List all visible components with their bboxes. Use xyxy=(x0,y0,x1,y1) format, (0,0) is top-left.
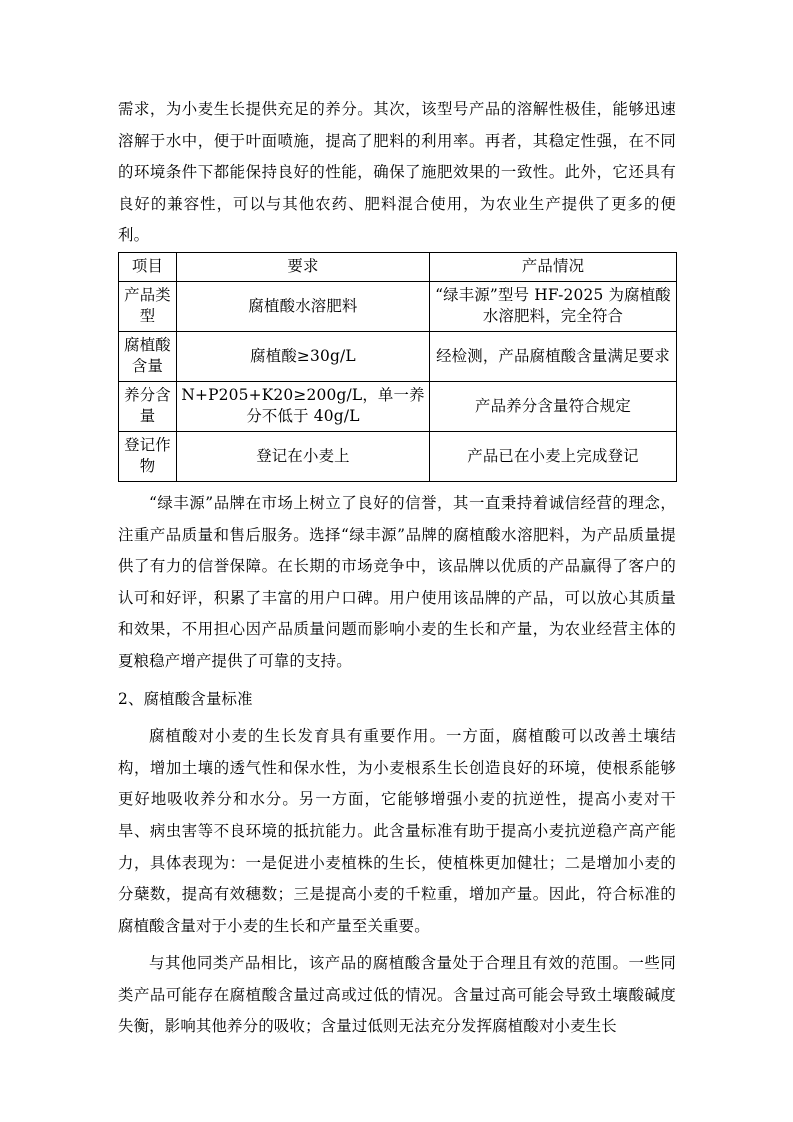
document-page xyxy=(118,94,676,1043)
header-item: 项目 xyxy=(119,252,177,281)
cell-status: 产品养分含量符合规定 xyxy=(430,381,677,431)
brand-paragraph: “绿丰源”品牌在市场上树立了良好的信誉，其一直秉持着诚信经营的理念，注重产品质量和售后服务。选择“绿丰源”品牌的腐植酸水溶肥料，为产品质量提供了有力的信誉保障。在长期的市场竞争中，该品牌以优质的产品赢得了客户的认可和好评，积累了丰富的用户口碑。用户使用该品牌的产品，可以放心其质量和效果，不用担心因产品质量问题而影响小麦的生长和产量，为农业经营主体的夏粮稳产增产提供了可靠的支持。 xyxy=(118,493,676,670)
cell-item: 登记作物 xyxy=(119,431,177,481)
table-row xyxy=(119,331,677,381)
cell-status: 经检测，产品腐植酸含量满足要求 xyxy=(430,331,677,381)
header-requirement: 要求 xyxy=(177,252,430,281)
cell-requirement: N+P205+K20≥200g/L，单一养分不低于 40g/L xyxy=(177,381,430,431)
table-row xyxy=(119,281,677,331)
table-header-row xyxy=(119,252,677,281)
cell-status: “绿丰源”型号 HF-2025 为腐植酸水溶肥料，完全符合 xyxy=(430,281,677,331)
header-status: 产品情况 xyxy=(430,252,677,281)
table-row xyxy=(119,381,677,431)
section-heading: 2、腐植酸含量标准 xyxy=(118,689,253,708)
spec-table xyxy=(118,252,677,482)
cell-requirement: 腐植酸水溶肥料 xyxy=(177,281,430,331)
cell-item: 腐植酸含量 xyxy=(119,331,177,381)
comparison-paragraph: 与其他同类产品相比，该产品的腐植酸含量处于合理且有效的范围。一些同类产品可能存在腐植酸含量过高或过低的情况。含量过高可能会导致土壤酸碱度失衡，影响其他养分的吸收；含量过低则无法充分发挥腐植酸对小麦生长 xyxy=(118,954,676,1036)
cell-requirement: 登记在小麦上 xyxy=(177,431,430,481)
cell-requirement: 腐植酸≥30g/L xyxy=(177,331,430,381)
table-row xyxy=(119,431,677,481)
intro-paragraph: 需求，为小麦生长提供充足的养分。其次，该型号产品的溶解性极佳，能够迅速溶解于水中，便于叶面喷施，提高了肥料的利用率。再者，其稳定性强，在不同的环境条件下都能保持良好的性能，确保了施肥效果的一致性。此外，它还具有良好的兼容性，可以与其他农药、肥料混合使用，为农业生产提供了更多的便利。 xyxy=(118,100,676,245)
cell-item: 养分含量 xyxy=(119,381,177,431)
cell-item: 产品类型 xyxy=(119,281,177,331)
cell-status: 产品已在小麦上完成登记 xyxy=(430,431,677,481)
humic-acid-paragraph: 腐植酸对小麦的生长发育具有重要作用。一方面，腐植酸可以改善土壤结构，增加土壤的透气性和保水性，为小麦根系生长创造良好的环境，使根系能够更好地吸收养分和水分。另一方面，它能够增强小麦的抗逆性，提高小麦对干旱、病虫害等不良环境的抵抗能力。此含量标准有助于提高小麦抗逆稳产高产能力，具体表现为：一是促进小麦植株的生长，使植株更加健壮；二是增加小麦的分蘖数，提高有效穗数；三是提高小麦的千粒重，增加产量。因此，符合标准的腐植酸含量对于小麦的生长和产量至关重要。 xyxy=(118,727,676,935)
